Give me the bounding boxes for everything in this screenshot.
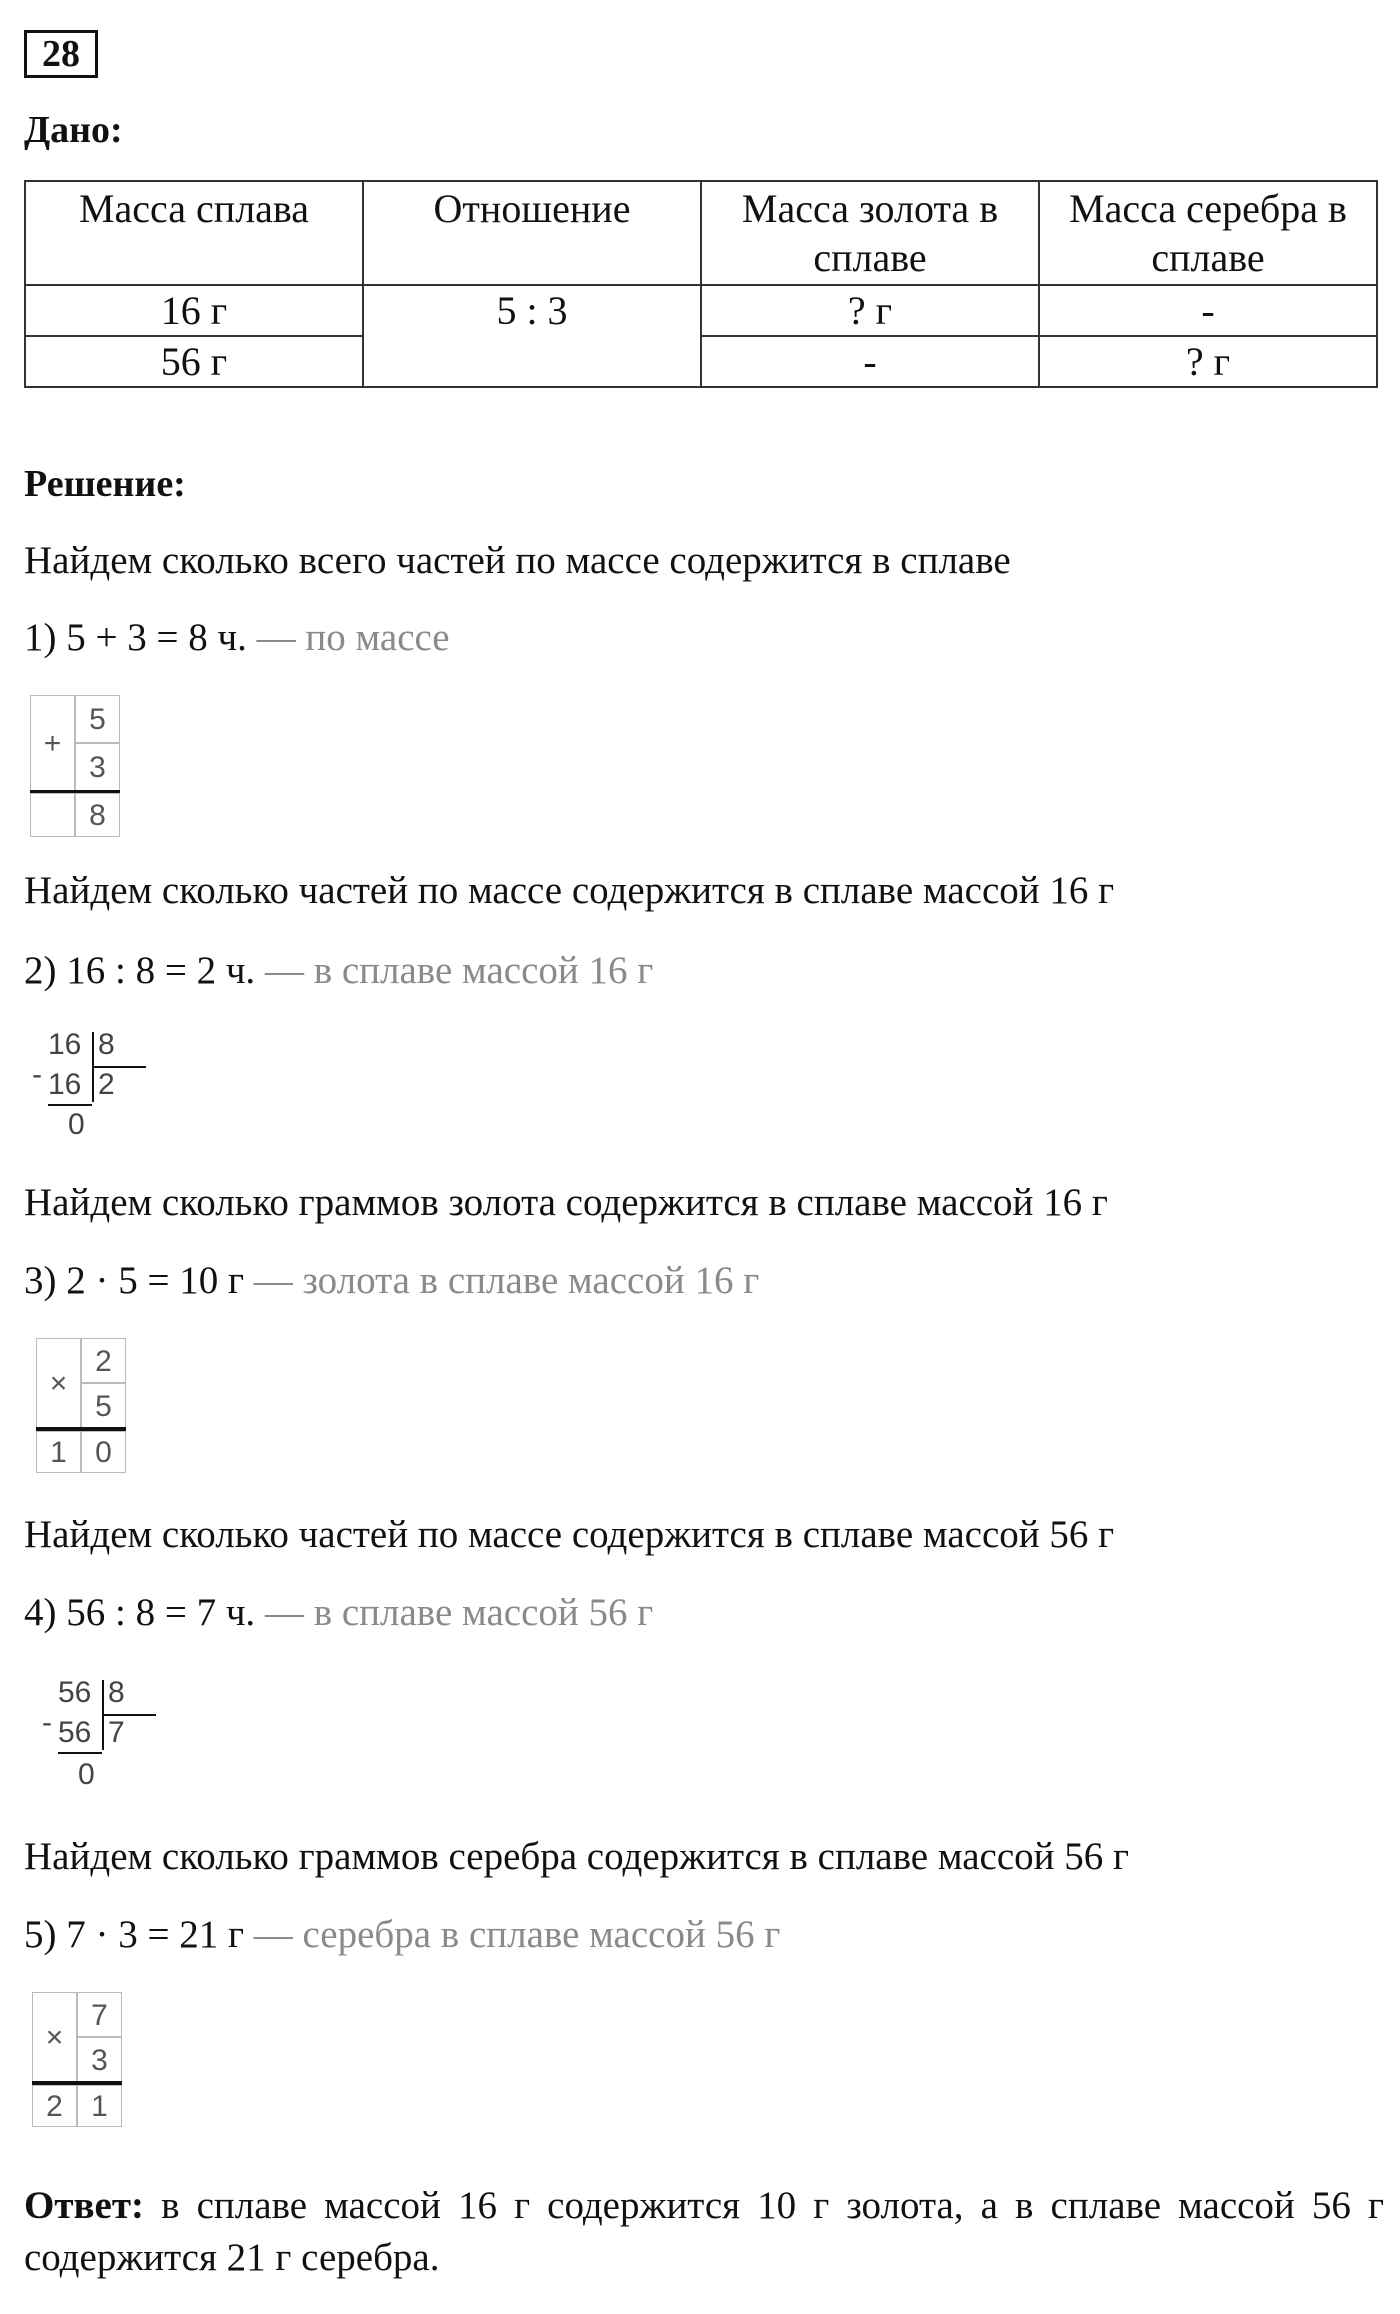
calc-digit: 7 (77, 1992, 122, 2037)
step-expr: 1) 5 + 3 = 8 ч. (24, 616, 247, 659)
division-sub-line (48, 1104, 92, 1106)
quotient: 7 (108, 1716, 125, 1749)
step-expression (24, 615, 450, 660)
step-note: — по массе (256, 616, 450, 659)
calc-digit: 5 (81, 1383, 126, 1428)
step-intro: Найдем сколько частей по массе содержится в сплаве массой 56 г (24, 1513, 1115, 1556)
remainder: 0 (78, 1758, 95, 1791)
step-intro: Найдем сколько граммов золота содержится в сплаве массой 16 г (24, 1181, 1108, 1224)
task-number: 28 (24, 30, 98, 78)
table-row (25, 336, 1377, 387)
step-expr: 5) 7 · 3 = 21 г (24, 1913, 244, 1956)
remainder: 0 (68, 1108, 85, 1141)
given-table (24, 180, 1378, 388)
step-expr: 4) 56 : 8 = 7 ч. (24, 1591, 256, 1634)
step-note: — золота в сплаве массой 16 г (253, 1259, 760, 1302)
solution-heading: Решение: (24, 463, 186, 505)
calc-op: × (32, 1992, 77, 2082)
table-cell: - (1039, 285, 1377, 336)
header-gold-mass: Масса золота в сплаве (701, 181, 1039, 285)
step-expression (24, 1258, 759, 1303)
calc-result: 8 (75, 793, 120, 837)
calc-result-digit: 1 (36, 1431, 81, 1473)
minus-sign: - (32, 1058, 42, 1091)
answer (24, 2180, 1384, 2284)
step-intro: Найдем сколько всего частей по массе содержится в сплаве (24, 539, 1011, 582)
calc-digit: 3 (77, 2037, 122, 2082)
header-ratio: Отношение (363, 181, 701, 285)
dividend: 56 (58, 1676, 92, 1709)
table-cell: 16 г (25, 285, 363, 336)
division-calc (40, 1676, 140, 1796)
calc-digit: 2 (81, 1338, 126, 1383)
table-cell-ratio: 5 : 3 (363, 285, 701, 387)
step-note: — в сплаве массой 56 г (264, 1591, 654, 1634)
calc-digit: 5 (75, 695, 120, 743)
step-expr: 3) 2 · 5 = 10 г (24, 1259, 244, 1302)
table-cell: 56 г (25, 336, 363, 387)
calc-op: + (30, 695, 75, 791)
calc-op: × (36, 1338, 81, 1428)
step-note: — в сплаве массой 16 г (264, 949, 654, 992)
answer-label: Ответ: (24, 2184, 145, 2227)
table-cell: ? г (1039, 336, 1377, 387)
step-note: — серебра в сплаве массой 56 г (253, 1913, 781, 1956)
step-expression (24, 1912, 780, 1957)
subtrahend: 16 (48, 1068, 82, 1101)
divisor: 8 (108, 1676, 125, 1709)
calc-result-digit: 1 (77, 2085, 122, 2127)
header-silver-mass: Масса серебра в сплаве (1039, 181, 1377, 285)
dividend: 16 (48, 1028, 82, 1061)
minus-sign: - (42, 1706, 52, 1739)
divisor: 8 (98, 1028, 115, 1061)
calc-result-digit: 2 (32, 2085, 77, 2127)
subtrahend: 56 (58, 1716, 92, 1749)
calc-empty (30, 793, 75, 837)
table-row (25, 285, 1377, 336)
calc-digit: 3 (75, 743, 120, 791)
table-cell: - (701, 336, 1039, 387)
calc-result-digit: 0 (81, 1431, 126, 1473)
table-cell: ? г (701, 285, 1039, 336)
step-intro: Найдем сколько граммов серебра содержится в сплаве массой 56 г (24, 1835, 1130, 1878)
step-expr: 2) 16 : 8 = 2 ч. (24, 949, 256, 992)
step-expression (24, 948, 653, 993)
division-sub-line (58, 1752, 102, 1754)
step-intro: Найдем сколько частей по массе содержится в сплаве массой 16 г (24, 869, 1115, 912)
header-alloy-mass: Масса сплава (25, 181, 363, 285)
given-heading: Дано: (24, 109, 123, 151)
answer-text: в сплаве массой 16 г содержится 10 г золота, а в сплаве массой 56 г содержится 21 г серебра. (24, 2184, 1384, 2279)
division-calc (32, 1028, 132, 1148)
quotient: 2 (98, 1068, 115, 1101)
step-expression (24, 1590, 653, 1635)
